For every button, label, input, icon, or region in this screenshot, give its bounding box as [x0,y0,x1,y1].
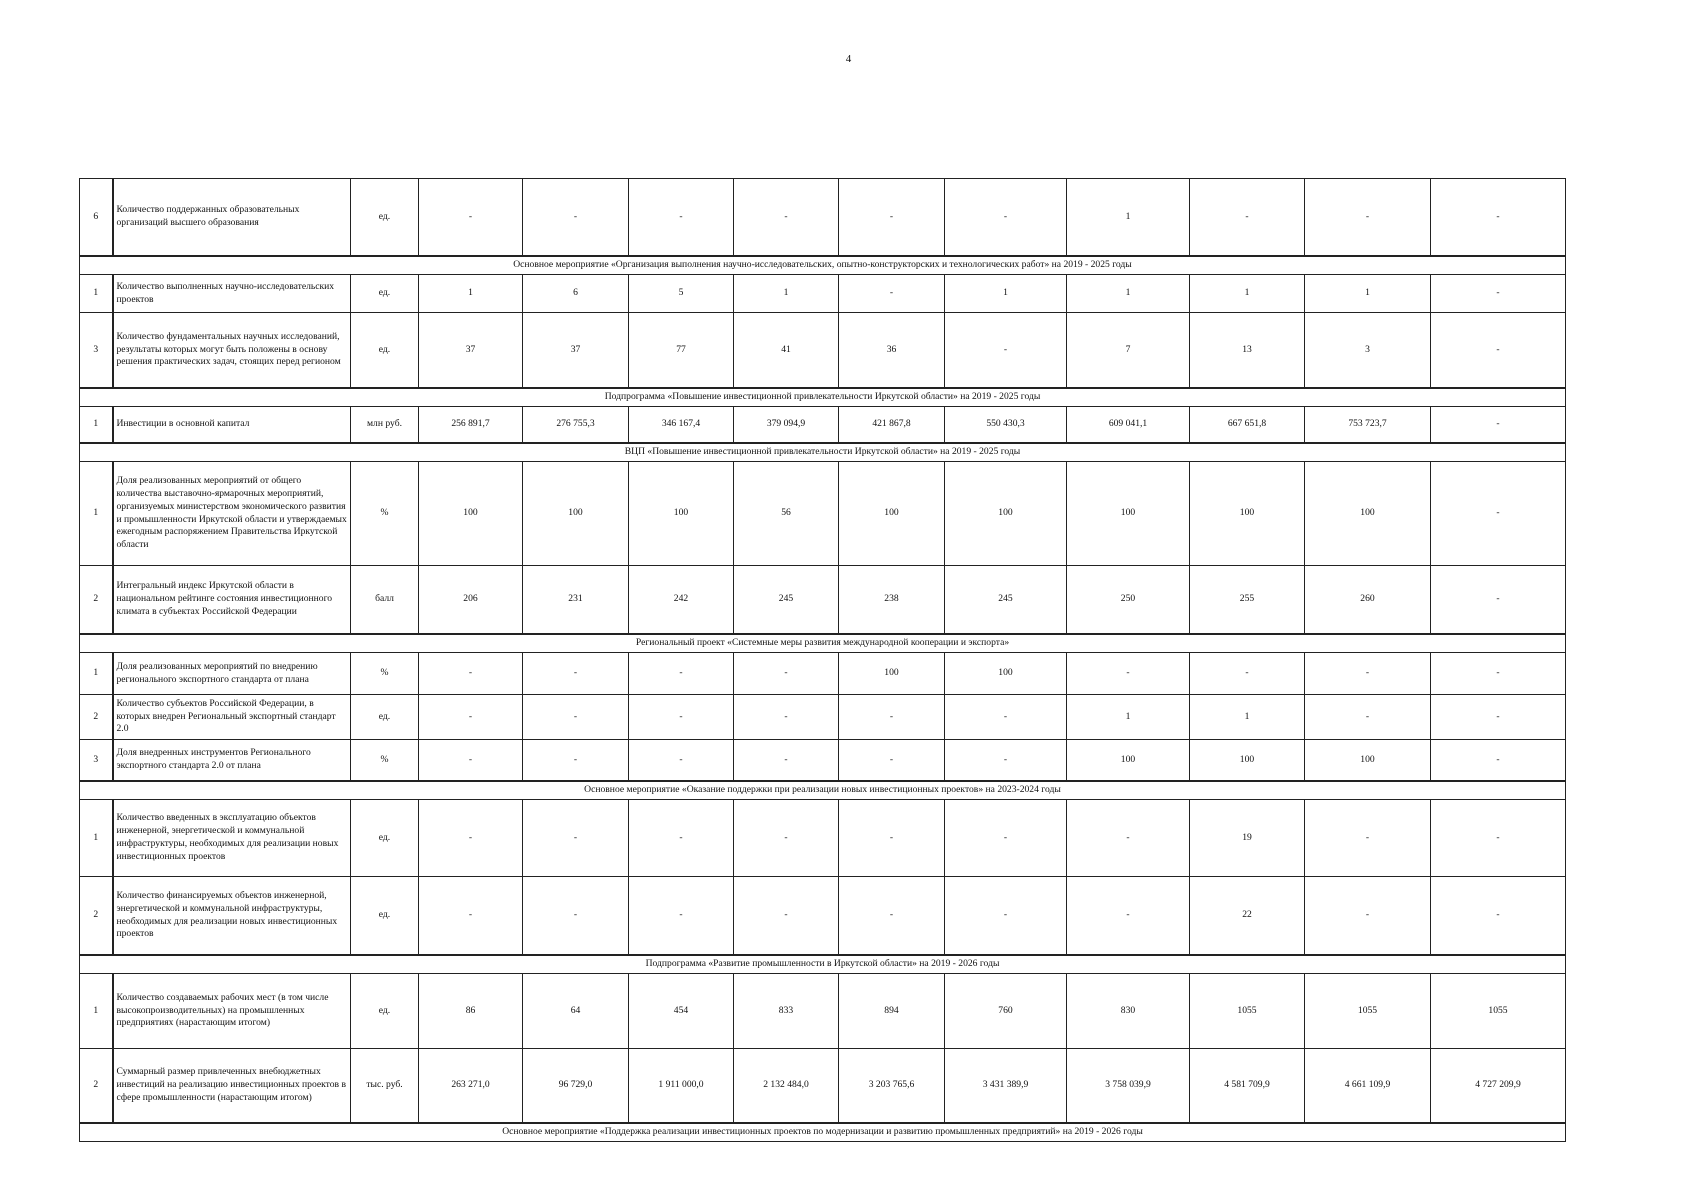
value-cell: - [945,179,1067,257]
value-cell: 260 [1305,566,1431,635]
unit-cell: % [351,462,419,566]
value-cell: - [734,179,839,257]
value-cell: - [629,877,734,956]
table-row [80,877,1566,956]
value-cell: 100 [945,653,1067,695]
value-cell: 255 [1190,566,1305,635]
value-cell: 3 [1305,313,1431,389]
value-cell: - [1067,800,1190,877]
value-cell: - [1431,695,1566,740]
table-row [80,1049,1566,1124]
page-number: 4 [845,53,852,65]
section-title: Основное мероприятие «Организация выполнения научно-исследовательских, опытно-конструкторских и технологических работ» на 2019 - 2025 годы [80,256,1566,275]
value-cell: 1055 [1305,974,1431,1049]
value-cell: 256 891,7 [419,407,523,444]
value-cell: - [419,877,523,956]
value-cell: 250 [1067,566,1190,635]
value-cell: - [523,740,629,782]
table-row [80,974,1566,1049]
value-cell: 1 [1067,179,1190,257]
row-number-cell: 2 [80,695,113,740]
value-cell: 609 041,1 [1067,407,1190,444]
row-number-cell: 1 [80,462,113,566]
value-cell: - [523,653,629,695]
value-cell: 1 [945,275,1067,313]
value-cell: - [1305,179,1431,257]
value-cell: - [419,740,523,782]
unit-cell: млн руб. [351,407,419,444]
value-cell: 276 755,3 [523,407,629,444]
value-cell: 100 [1305,462,1431,566]
indicator-name-cell: Количество создаваемых рабочих мест (в том числе высокопроизводительных) на промышленных предприятиях (нарастающим итогом) [113,974,351,1049]
value-cell: 37 [523,313,629,389]
value-cell: 100 [419,462,523,566]
value-cell: - [839,275,945,313]
indicator-name-cell: Доля внедренных инструментов Регионального экспортного стандарта 2.0 от плана [113,740,351,782]
value-cell: 1 [419,275,523,313]
value-cell: 7 [1067,313,1190,389]
value-cell: 100 [523,462,629,566]
indicator-name-cell: Доля реализованных мероприятий от общего количества выставочно-ярмарочных мероприятий, организуемых министерством экономического развития и промышленности Иркутской области и утверждаемых ежегодным распоряжением Правительства Иркутской области [113,462,351,566]
value-cell: 1 [1067,695,1190,740]
value-cell: 1 [1190,275,1305,313]
value-cell: - [1305,695,1431,740]
value-cell: 64 [523,974,629,1049]
value-cell: - [945,313,1067,389]
value-cell: - [945,877,1067,956]
value-cell: 1055 [1431,974,1566,1049]
section-header-row [80,256,1566,275]
row-number-cell: 1 [80,974,113,1049]
value-cell: 4 661 109,9 [1305,1049,1431,1124]
value-cell: 100 [1067,462,1190,566]
table-row [80,695,1566,740]
value-cell: 41 [734,313,839,389]
row-number-cell: 2 [80,566,113,635]
unit-cell: тыс. руб. [351,1049,419,1124]
value-cell: 454 [629,974,734,1049]
table-row [80,462,1566,566]
value-cell: 100 [945,462,1067,566]
indicator-name-cell: Количество субъектов Российской Федерации, в которых внедрен Региональный экспортный стандарт 2.0 [113,695,351,740]
value-cell: 3 431 389,9 [945,1049,1067,1124]
value-cell: 100 [1190,740,1305,782]
value-cell: 77 [629,313,734,389]
value-cell: - [945,695,1067,740]
value-cell: 379 094,9 [734,407,839,444]
value-cell: 22 [1190,877,1305,956]
unit-cell: % [351,653,419,695]
table-row [80,313,1566,389]
value-cell: 3 758 039,9 [1067,1049,1190,1124]
section-title: Подпрограмма «Развитие промышленности в Иркутской области» на 2019 - 2026 годы [80,955,1566,974]
section-header-row [80,955,1566,974]
value-cell: 1 [1067,275,1190,313]
table-row [80,407,1566,444]
value-cell: - [839,877,945,956]
value-cell: 56 [734,462,839,566]
value-cell: - [1067,877,1190,956]
section-header-row [80,1123,1566,1142]
row-number-cell: 2 [80,1049,113,1124]
value-cell: 242 [629,566,734,635]
value-cell: 894 [839,974,945,1049]
value-cell: 1 [734,275,839,313]
value-cell: - [734,800,839,877]
indicator-name-cell: Интегральный индекс Иркутской области в национальном рейтинге состояния инвестиционного климата в субъектах Российской Федерации [113,566,351,635]
value-cell: - [1067,653,1190,695]
row-number-cell: 1 [80,275,113,313]
row-number-cell: 3 [80,740,113,782]
value-cell: 100 [629,462,734,566]
value-cell: 421 867,8 [839,407,945,444]
value-cell: - [1305,653,1431,695]
value-cell: 263 271,0 [419,1049,523,1124]
value-cell: 5 [629,275,734,313]
value-cell: - [839,179,945,257]
value-cell: - [734,653,839,695]
value-cell: 96 729,0 [523,1049,629,1124]
table-row [80,653,1566,695]
value-cell: 231 [523,566,629,635]
unit-cell: ед. [351,800,419,877]
value-cell: - [1431,566,1566,635]
value-cell: - [945,740,1067,782]
value-cell: - [629,179,734,257]
table-row [80,566,1566,635]
value-cell: 19 [1190,800,1305,877]
value-cell: 238 [839,566,945,635]
value-cell: - [839,740,945,782]
value-cell: - [419,179,523,257]
value-cell: 667 651,8 [1190,407,1305,444]
value-cell: - [734,695,839,740]
value-cell: 550 430,3 [945,407,1067,444]
section-header-row [80,781,1566,800]
value-cell: 6 [523,275,629,313]
value-cell: - [1431,179,1566,257]
value-cell: - [523,695,629,740]
value-cell: - [419,800,523,877]
value-cell: 4 581 709,9 [1190,1049,1305,1124]
unit-cell: ед. [351,179,419,257]
value-cell: - [839,800,945,877]
value-cell: - [1190,653,1305,695]
row-number-cell: 3 [80,313,113,389]
indicator-name-cell: Количество выполненных научно-исследовательских проектов [113,275,351,313]
value-cell: - [629,695,734,740]
value-cell: - [419,653,523,695]
value-cell: 100 [1190,462,1305,566]
unit-cell: ед. [351,877,419,956]
value-cell: 245 [945,566,1067,635]
value-cell: - [1431,313,1566,389]
value-cell: - [1431,407,1566,444]
value-cell: - [629,740,734,782]
value-cell: - [523,877,629,956]
section-header-row [80,443,1566,462]
value-cell: - [523,179,629,257]
value-cell: - [1190,179,1305,257]
value-cell: 100 [839,653,945,695]
indicator-name-cell: Количество финансируемых объектов инженерной, энергетической и коммунальной инфраструктуры, необходимых для реализации новых инвестиционных проектов [113,877,351,956]
value-cell: - [1431,877,1566,956]
indicators-table [79,178,1566,1142]
value-cell: - [734,877,839,956]
value-cell: 206 [419,566,523,635]
indicator-name-cell: Количество введенных в эксплуатацию объектов инженерной, энергетической и коммунальной инфраструктуры, необходимых для реализации новых инвестиционных проектов [113,800,351,877]
row-number-cell: 1 [80,800,113,877]
indicator-name-cell: Суммарный размер привлеченных внебюджетных инвестиций на реализацию инвестиционных проектов в сфере промышленности (нарастающим итогом) [113,1049,351,1124]
section-title: Подпрограмма «Повышение инвестиционной привлекательности Иркутской области» на 2019 - 2025 годы [80,388,1566,407]
unit-cell: ед. [351,313,419,389]
section-title: Основное мероприятие «Оказание поддержки при реализации новых инвестиционных проектов» на 2023-2024 годы [80,781,1566,800]
section-title: ВЦП «Повышение инвестиционной привлекательности Иркутской области» на 2019 - 2025 годы [80,443,1566,462]
value-cell: 100 [1305,740,1431,782]
value-cell: - [1305,877,1431,956]
value-cell: - [523,800,629,877]
unit-cell: балл [351,566,419,635]
unit-cell: ед. [351,275,419,313]
value-cell: 100 [839,462,945,566]
value-cell: - [1431,653,1566,695]
row-number-cell: 1 [80,407,113,444]
section-title: Региональный проект «Системные меры развития международной кооперации и экспорта» [80,634,1566,653]
value-cell: - [945,800,1067,877]
value-cell: 1 911 000,0 [629,1049,734,1124]
section-header-row [80,388,1566,407]
indicator-name-cell: Количество поддержанных образовательных организаций высшего образования [113,179,351,257]
value-cell: - [1431,800,1566,877]
value-cell: 37 [419,313,523,389]
section-header-row [80,634,1566,653]
value-cell: - [629,800,734,877]
value-cell: - [1305,800,1431,877]
value-cell: 753 723,7 [1305,407,1431,444]
row-number-cell: 6 [80,179,113,257]
row-number-cell: 1 [80,653,113,695]
table-row [80,740,1566,782]
value-cell: 13 [1190,313,1305,389]
value-cell: 86 [419,974,523,1049]
row-number-cell: 2 [80,877,113,956]
section-title: Основное мероприятие «Поддержка реализации инвестиционных проектов по модернизации и развитию промышленных предприятий» на 2019 - 2026 годы [80,1123,1566,1142]
value-cell: 760 [945,974,1067,1049]
value-cell: - [629,653,734,695]
value-cell: - [419,695,523,740]
value-cell: 1 [1190,695,1305,740]
unit-cell: ед. [351,974,419,1049]
value-cell: - [839,695,945,740]
value-cell: - [1431,740,1566,782]
value-cell: 830 [1067,974,1190,1049]
value-cell: 36 [839,313,945,389]
table-row [80,275,1566,313]
value-cell: - [734,740,839,782]
value-cell: 833 [734,974,839,1049]
indicator-name-cell: Инвестиции в основной капитал [113,407,351,444]
table-row [80,179,1566,257]
value-cell: 1 [1305,275,1431,313]
indicator-name-cell: Количество фундаментальных научных исследований, результаты которых могут быть положены в основу решения практических задач, стоящих перед регионом [113,313,351,389]
value-cell: - [1431,275,1566,313]
value-cell: - [1431,462,1566,566]
table-body [80,179,1566,1142]
value-cell: 1055 [1190,974,1305,1049]
value-cell: 4 727 209,9 [1431,1049,1566,1124]
value-cell: 346 167,4 [629,407,734,444]
indicator-name-cell: Доля реализованных мероприятий по внедрению регионального экспортного стандарта от плана [113,653,351,695]
table-row [80,800,1566,877]
value-cell: 3 203 765,6 [839,1049,945,1124]
value-cell: 2 132 484,0 [734,1049,839,1124]
value-cell: 100 [1067,740,1190,782]
unit-cell: % [351,740,419,782]
unit-cell: ед. [351,695,419,740]
value-cell: 245 [734,566,839,635]
